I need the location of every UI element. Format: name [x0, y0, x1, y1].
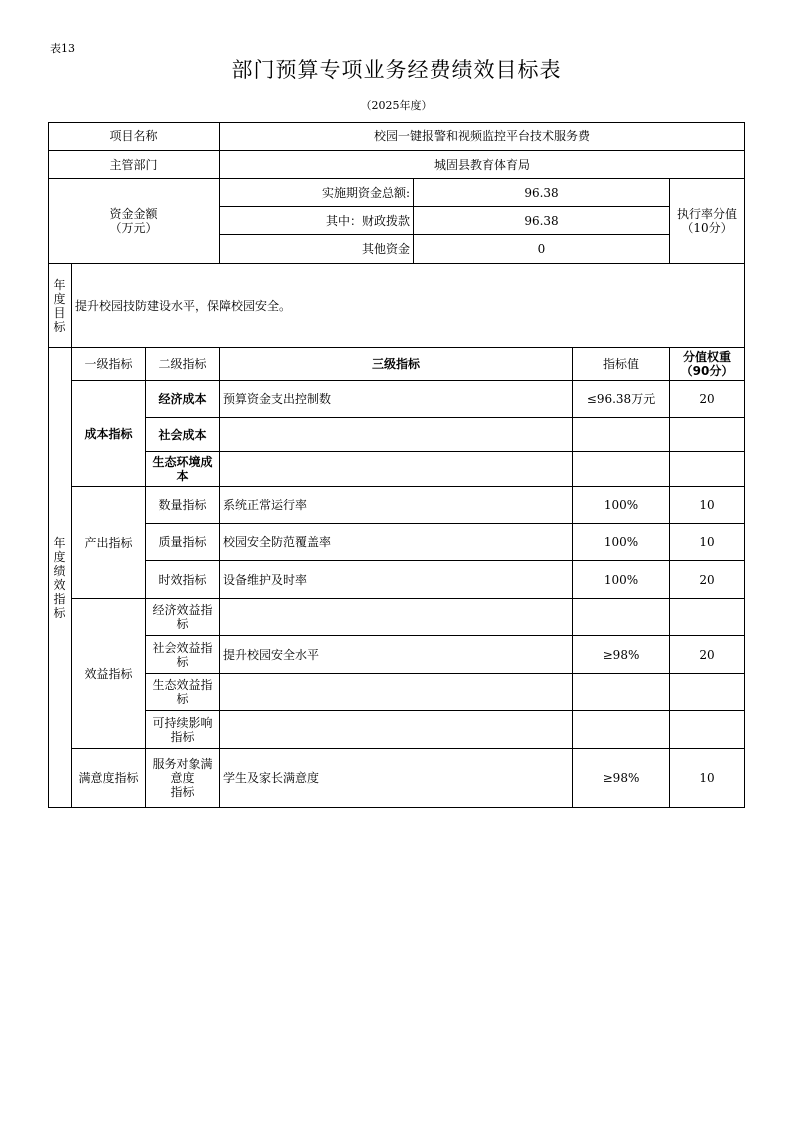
economic-benefit-line2: 标 — [176, 617, 189, 631]
side-label-char: 年 — [53, 535, 66, 550]
department-value: 城固县教育体育局 — [220, 151, 745, 179]
social-cost: 社会成本 — [146, 418, 220, 452]
header-weight-line2: （90分） — [680, 364, 734, 378]
timeliness-value: 100% — [573, 561, 670, 599]
eco-cost-item — [220, 452, 573, 487]
social-cost-item — [220, 418, 573, 452]
eco-cost — [146, 452, 220, 487]
eco-cost-line2: 本 — [176, 469, 189, 483]
sustainable-impact-weight — [670, 711, 745, 749]
other-fund-label: 其他资金 — [220, 235, 414, 264]
performance-indicators-label — [48, 348, 72, 808]
total-fund-value: 96.38 — [414, 179, 670, 207]
header-level3: 三级指标 — [220, 348, 573, 381]
eco-benefit-line1: 生态效益指 — [152, 678, 213, 692]
header-level2: 二级指标 — [146, 348, 220, 381]
social-benefit — [146, 636, 220, 674]
side-label-char: 标 — [53, 605, 66, 620]
social-benefit-item: 提升校园安全水平 — [220, 636, 573, 674]
header-value: 指标值 — [573, 348, 670, 381]
goal-label-char: 目 — [53, 305, 66, 320]
other-fund-value: 0 — [414, 235, 670, 264]
economic-cost: 经济成本 — [146, 381, 220, 418]
fiscal-fund-label: 其中：财政拨款 — [220, 207, 414, 235]
economic-cost-item: 预算资金支出控制数 — [220, 381, 573, 418]
economic-benefit — [146, 599, 220, 636]
service-satisfaction-line2: 意度 — [170, 771, 195, 785]
service-satisfaction-line3: 指标 — [170, 785, 195, 799]
social-cost-weight — [670, 418, 745, 452]
eco-benefit-item — [220, 674, 573, 711]
quantity-indicator: 数量指标 — [146, 487, 220, 524]
annual-goal-text: 提升校园技防建设水平，保障校园安全。 — [72, 264, 745, 348]
economic-benefit-weight — [670, 599, 745, 636]
eco-cost-line1: 生态环境成 — [152, 455, 213, 469]
budget-year: （2025年度） — [360, 99, 433, 112]
social-benefit-line2: 标 — [176, 654, 189, 669]
side-label-char: 指 — [53, 591, 66, 606]
project-name-value: 校园一键报警和视频监控平台技术服务费 — [220, 122, 745, 151]
cost-indicator: 成本指标 — [72, 381, 146, 487]
fund-amount-label — [48, 179, 220, 264]
table-number: 表13 — [50, 42, 75, 55]
economic-benefit-value — [573, 599, 670, 636]
eco-benefit-weight — [670, 674, 745, 711]
eco-benefit-line2: 标 — [176, 692, 189, 706]
sustainable-impact — [146, 711, 220, 749]
service-satisfaction — [146, 749, 220, 808]
annual-goal-label — [48, 264, 72, 348]
economic-benefit-line1: 经济效益指 — [152, 603, 213, 617]
sustainable-impact-value — [573, 711, 670, 749]
quality-weight: 10 — [670, 524, 745, 561]
satisfaction-weight: 10 — [670, 749, 745, 808]
timeliness-weight: 20 — [670, 561, 745, 599]
header-weight-line1: 分值权重 — [682, 350, 731, 364]
social-cost-value — [573, 418, 670, 452]
header-weight — [670, 348, 745, 381]
satisfaction-value: ≥98% — [573, 749, 670, 808]
quantity-value: 100% — [573, 487, 670, 524]
fiscal-fund-value: 96.38 — [414, 207, 670, 235]
total-fund-label: 实施期资金总额: — [220, 179, 414, 207]
side-label-char: 绩 — [53, 563, 66, 578]
social-benefit-value: ≥98% — [573, 636, 670, 674]
quality-item: 校园安全防范覆盖率 — [220, 524, 573, 561]
quality-indicator: 质量指标 — [146, 524, 220, 561]
side-label-char: 效 — [53, 577, 66, 592]
goal-label-char: 年 — [53, 277, 66, 292]
output-indicator: 产出指标 — [72, 487, 146, 599]
execution-rate-line1: 执行率分值 — [676, 207, 737, 221]
service-satisfaction-line1: 服务对象满 — [152, 757, 213, 771]
timeliness-item: 设备维护及时率 — [220, 561, 573, 599]
department-label: 主管部门 — [48, 151, 220, 179]
economic-benefit-item — [220, 599, 573, 636]
project-name-label: 项目名称 — [48, 122, 220, 151]
eco-benefit-value — [573, 674, 670, 711]
fund-amount-label-line1: 资金金额 — [109, 207, 158, 221]
sustainable-impact-item — [220, 711, 573, 749]
satisfaction-indicator: 满意度指标 — [72, 749, 146, 808]
quantity-weight: 10 — [670, 487, 745, 524]
sustainable-impact-line1: 可持续影响 — [152, 715, 213, 730]
goal-label-char: 标 — [53, 319, 66, 334]
side-label-char: 度 — [53, 549, 66, 564]
execution-rate-line2: （10分） — [681, 221, 733, 235]
quality-value: 100% — [573, 524, 670, 561]
quantity-item: 系统正常运行率 — [220, 487, 573, 524]
eco-cost-value — [573, 452, 670, 487]
eco-benefit — [146, 674, 220, 711]
satisfaction-item: 学生及家长满意度 — [220, 749, 573, 808]
eco-cost-weight — [670, 452, 745, 487]
execution-rate-score — [670, 179, 745, 264]
social-benefit-weight: 20 — [670, 636, 745, 674]
header-level1: 一级指标 — [72, 348, 146, 381]
social-benefit-line1: 社会效益指 — [152, 640, 213, 655]
economic-cost-value: ≤96.38万元 — [573, 381, 670, 418]
fund-amount-label-line2: （万元） — [109, 221, 158, 235]
timeliness-indicator: 时效指标 — [146, 561, 220, 599]
benefit-indicator: 效益指标 — [72, 599, 146, 749]
page-title: 部门预算专项业务经费绩效目标表 — [231, 58, 562, 82]
goal-label-char: 度 — [53, 291, 66, 306]
sustainable-impact-line2: 指标 — [170, 729, 195, 744]
economic-cost-weight: 20 — [670, 381, 745, 418]
